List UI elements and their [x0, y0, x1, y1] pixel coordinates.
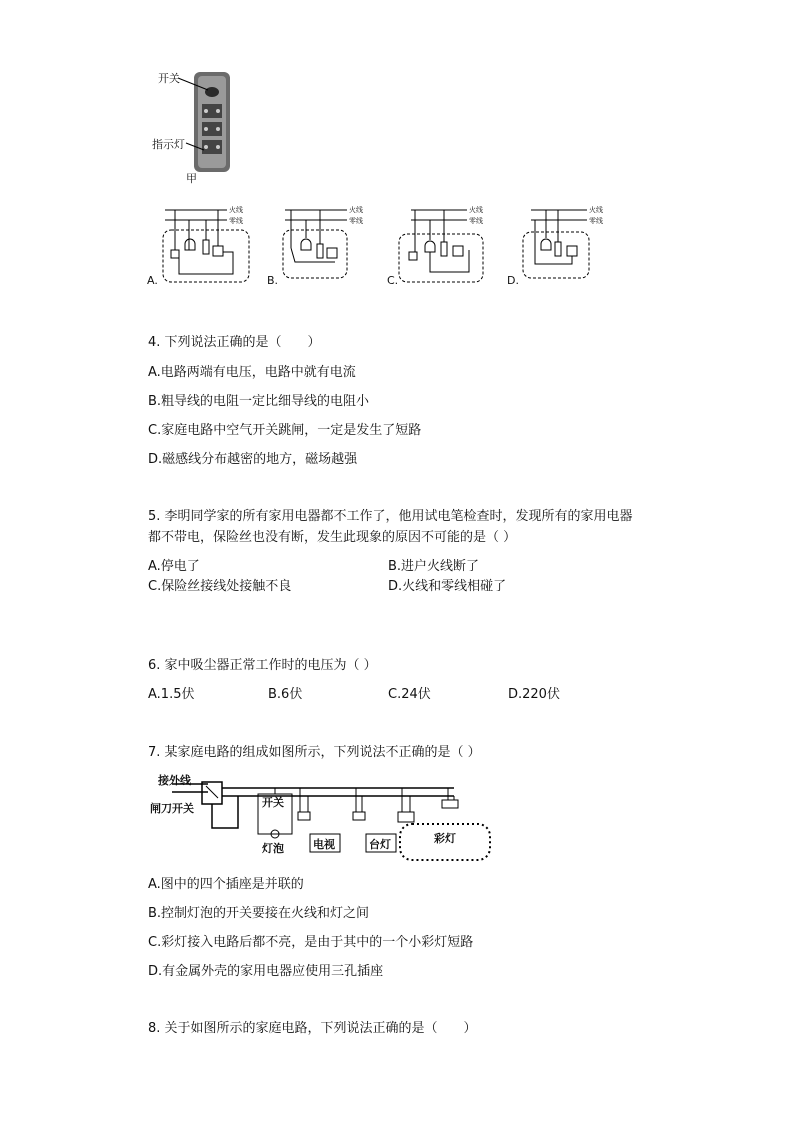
neutral-wire-label: 零线 [469, 217, 483, 225]
question-4-option-d: D.磁感线分布越密的地方，磁场越强 [148, 452, 358, 467]
question-7-option-b: B.控制灯泡的开关要接在火线和灯之间 [148, 906, 370, 921]
question-5-option-d: D.火线和零线相碰了 [388, 579, 507, 594]
string-lights-label: 彩灯 [434, 832, 456, 845]
question-4-stem: 4. 下列说法正确的是（ ） [148, 335, 321, 350]
switch-label: 开关 [262, 796, 284, 809]
question-5-stem-line2: 都不带电，保险丝也没有断，发生此现象的原因不可能的是（ ） [148, 530, 517, 545]
question-7-stem: 7. 某家庭电路的组成如图所示，下列说法不正确的是（ ） [148, 745, 481, 760]
question-7-option-a: A.图中的四个插座是并联的 [148, 877, 304, 892]
question-4-option-b: B.粗导线的电阻一定比细导线的电阻小 [148, 394, 370, 409]
circuit-option-c [385, 200, 500, 290]
option-b-label: B. [267, 274, 279, 287]
circuit-option-a [145, 200, 260, 290]
neutral-wire-label: 零线 [349, 217, 363, 225]
figure-caption: 甲 [186, 172, 197, 185]
question-6-stem: 6. 家中吸尘器正常工作时的电压为（ ） [148, 658, 377, 673]
question-6-option-b: B.6伏 [268, 687, 303, 702]
question-6-option-c: C.24伏 [388, 687, 431, 702]
question-6-option-d: D.220伏 [508, 687, 560, 702]
tv-label: 电视 [313, 838, 335, 851]
option-d-label: D. [507, 274, 519, 287]
live-wire-label: 火线 [349, 206, 363, 214]
indicator-label: 指示灯 [152, 138, 185, 151]
circuit-option-b [265, 200, 380, 290]
question-7-option-c: C.彩灯接入电路后都不亮，是由于其中的一个小彩灯短路 [148, 935, 474, 950]
question-4-option-c: C.家庭电路中空气开关跳闸，一定是发生了短路 [148, 423, 422, 438]
switch-label: 开关 [158, 72, 180, 85]
live-wire-label: 火线 [589, 206, 603, 214]
knife-switch-label: 闸刀开关 [150, 802, 194, 815]
live-wire-label: 火线 [229, 206, 243, 214]
question-7-option-d: D.有金属外壳的家用电器应使用三孔插座 [148, 964, 384, 979]
circuit-options [145, 200, 625, 292]
option-a-label: A. [147, 274, 158, 287]
power-strip-figure [148, 66, 238, 186]
question-5-option-c: C.保险丝接线处接触不良 [148, 579, 292, 594]
question-5-option-b: B.进户火线断了 [388, 559, 480, 574]
incoming-line-label: 接外线 [158, 774, 191, 787]
live-wire-label: 火线 [469, 206, 483, 214]
neutral-wire-label: 零线 [589, 217, 603, 225]
question-6-option-a: A.1.5伏 [148, 687, 195, 702]
option-c-label: C. [387, 274, 399, 287]
question-8-stem: 8. 关于如图所示的家庭电路，下列说法正确的是（ ） [148, 1021, 477, 1036]
household-circuit-figure [148, 772, 498, 864]
question-5-option-a: A.停电了 [148, 559, 200, 574]
neutral-wire-label: 零线 [229, 217, 243, 225]
circuit-option-d [505, 200, 620, 290]
question-5-stem-line1: 5. 李明同学家的所有家用电器都不工作了，他用试电笔检查时，发现所有的家用电器 [148, 509, 633, 524]
bulb-label: 灯泡 [262, 842, 284, 855]
desk-lamp-label: 台灯 [369, 838, 391, 851]
question-4-option-a: A.电路两端有电压，电路中就有电流 [148, 365, 356, 380]
